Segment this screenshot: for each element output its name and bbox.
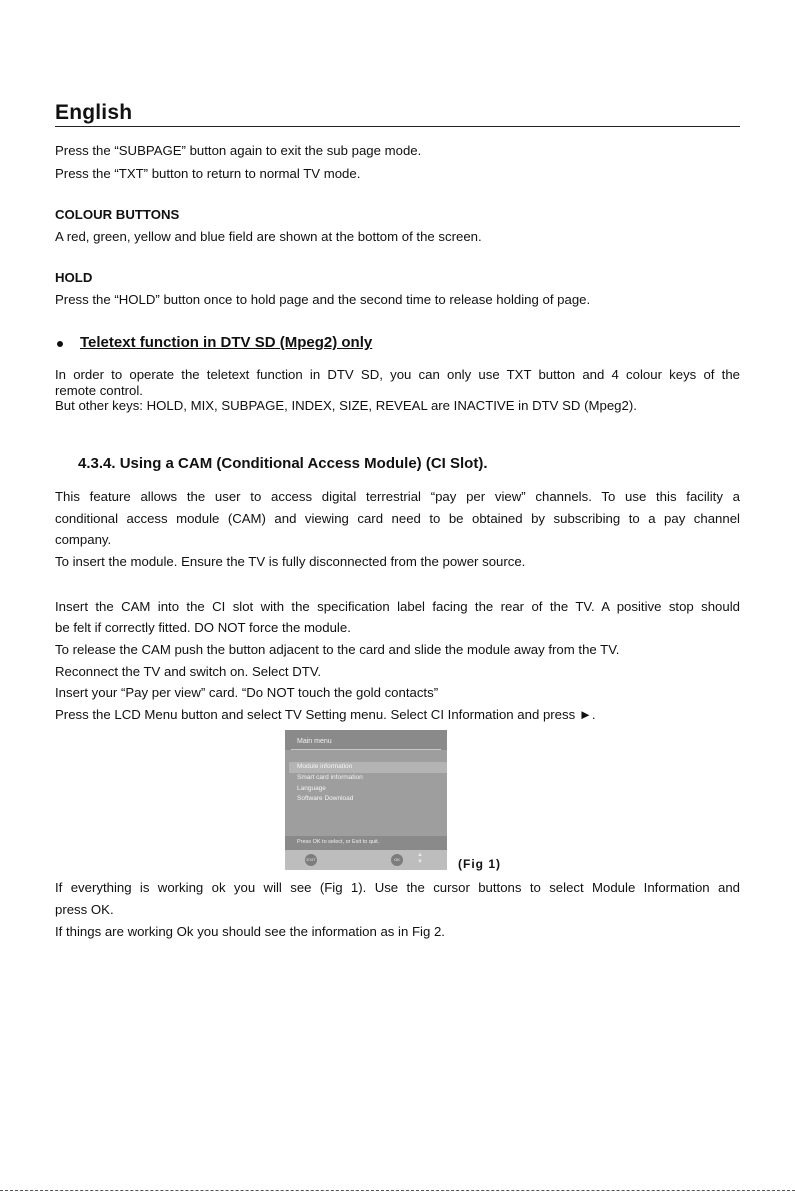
bullet-icon	[57, 341, 63, 347]
cam-p8-line-2: press OK.	[55, 902, 114, 917]
subpage-instruction: Press the “SUBPAGE” button again to exit the sub page mode.	[55, 143, 422, 158]
up-down-arrows-icon: ▲ ▼	[417, 852, 423, 865]
menu-item-software-download: Software Download	[297, 795, 354, 802]
menu-item-module-information: Module information	[297, 763, 353, 770]
cam-p1-line-3: company.	[55, 532, 112, 547]
colour-buttons-heading: COLOUR BUTTONS	[55, 207, 180, 222]
ok-button-icon: OK	[391, 854, 403, 866]
teletext-line-2: remote control.	[55, 383, 143, 398]
cam-p3-line-2: be felt if correctly fitted. DO NOT force the module.	[55, 620, 351, 635]
heading-rule	[55, 126, 740, 127]
cam-p7: Press the LCD Menu button and select TV Setting menu. Select CI Information and press ►.	[55, 707, 596, 722]
cam-p2: To insert the module. Ensure the TV is fully disconnected from the power source.	[55, 554, 526, 569]
menu-item-smart-card-information: Smart card information	[297, 774, 363, 781]
menu-item-language: Language	[297, 785, 326, 792]
cam-section-title: 4.3.4. Using a CAM (Conditional Access Module) (CI Slot).	[78, 455, 488, 472]
menu-title: Main menu	[297, 738, 332, 745]
exit-button-icon: EXIT	[305, 854, 317, 866]
cam-p8-line-1: If everything is working ok you will see (Fig 1). Use the cursor buttons to select Module Information and	[55, 880, 740, 895]
cam-p1-line-1: This feature allows the user to access digital terrestrial “pay per view” channels. To use this facility a	[55, 489, 740, 504]
tv-menu-figure	[285, 730, 447, 870]
txt-instruction: Press the “TXT” button to return to normal TV mode.	[55, 166, 361, 181]
cam-p4: To release the CAM push the button adjacent to the card and slide the module away from the TV.	[55, 642, 620, 657]
menu-title-divider	[291, 749, 441, 750]
cam-p9: If things are working Ok you should see the information as in Fig 2.	[55, 924, 445, 939]
teletext-title: Teletext function in DTV SD (Mpeg2) only	[80, 334, 373, 351]
cam-p1-line-2: conditional access module (CAM) and viewing card need to be obtained by subscribing to a pay channel	[55, 511, 740, 526]
cam-p3-line-1: Insert the CAM into the CI slot with the specification label facing the rear of the TV. A positive stop should	[55, 599, 740, 614]
hold-text: Press the “HOLD” button once to hold page and the second time to release holding of page.	[55, 292, 591, 307]
language-heading: English	[55, 101, 133, 124]
cam-p5: Reconnect the TV and switch on. Select DTV.	[55, 664, 322, 679]
hold-heading: HOLD	[55, 270, 93, 285]
page-bottom-border	[0, 1190, 795, 1191]
cam-p6: Insert your “Pay per view” card. “Do NOT touch the gold contacts”	[55, 685, 439, 700]
teletext-line-1: In order to operate the teletext function in DTV SD, you can only use TXT button and 4 colour keys of the	[55, 367, 740, 382]
teletext-line-3: But other keys: HOLD, MIX, SUBPAGE, INDEX, SIZE, REVEAL are INACTIVE in DTV SD (Mpeg2).	[55, 398, 637, 413]
figure-caption: (Fig 1)	[458, 857, 501, 871]
colour-buttons-text: A red, green, yellow and blue field are shown at the bottom of the screen.	[55, 229, 482, 244]
menu-hint: Press OK to select, or Exit to quit.	[297, 839, 380, 845]
